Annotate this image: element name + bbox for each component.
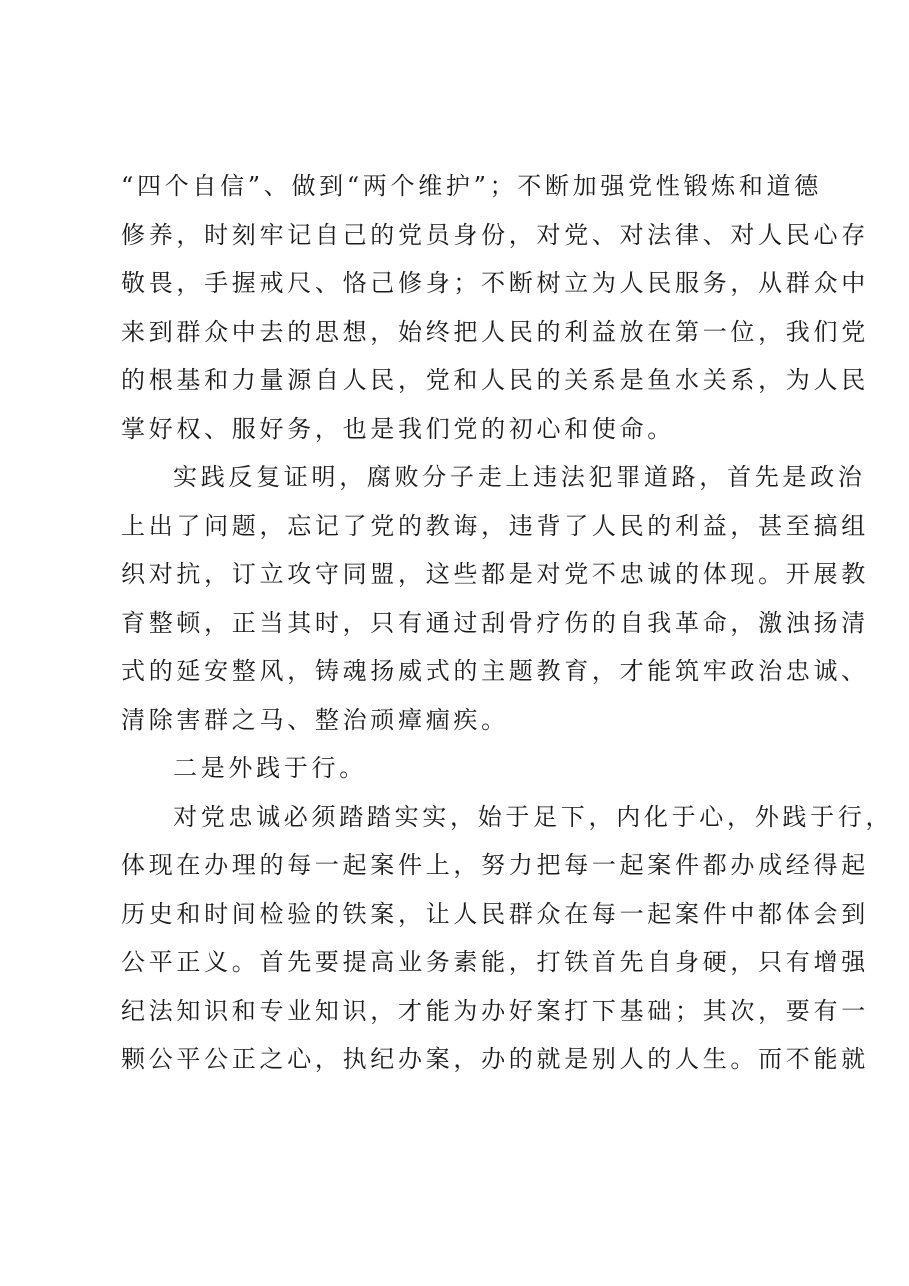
text-line: “四个自信”、做到“两个维护”；不断加强党性锻炼和道德 [121,172,822,200]
text-line: 清除害群之马、整治顽瘴痼疾。 [121,705,509,734]
text-line: 修养，时刻牢记自己的党员身份，对党、对法律、对人民心存 [121,220,869,249]
text-line: 公平正义。首先要提高业务素能，打铁首先自身硬，只有增强 [121,948,869,976]
text-line: 纪法知识和专业知识，才能为办好案打下基础；其次，要有一 [121,996,869,1025]
text-line: 织对抗，订立攻守同盟，这些都是对党不忠诚的体现。开展教 [121,560,869,588]
text-line: 的根基和力量源自人民，党和人民的关系是鱼水关系，为人民 [121,366,869,394]
text-line: 上出了问题，忘记了党的教诲，违背了人民的利益，甚至搞组 [121,511,869,540]
text-line: 掌好权、服好务，也是我们党的初心和使命。 [121,414,675,443]
paragraph-start-line: 对党忠诚必须踏踏实实，始于足下，内化于心，外践于行， [173,802,894,831]
paragraph-start-line: 实践反复证明，腐败分子走上违法犯罪道路，首先是政治 [173,463,866,491]
text-line: 历史和时间检验的铁案，让人民群众在每一起案件中都体会到 [121,899,869,928]
text-line: 来到群众中去的思想，始终把人民的利益放在第一位，我们党 [121,317,869,346]
text-line: 颗公平公正之心，执纪办案，办的就是别人的人生。而不能就 [121,1045,869,1073]
text-line: 育整顿，正当其时，只有通过刮骨疗伤的自我革命，激浊扬清 [121,608,869,637]
section-heading: 二是外践于行。 [173,754,367,782]
text-line: 式的延安整风，铸魂扬威式的主题教育，才能筑牢政治忠诚、 [121,657,869,685]
body-text [121,162,894,1084]
text-line: 体现在办理的每一起案件上，努力把每一起案件都办成经得起 [121,851,869,879]
text-line: 敬畏，手握戒尺、恪己修身；不断树立为人民服务，从群众中 [121,269,869,297]
